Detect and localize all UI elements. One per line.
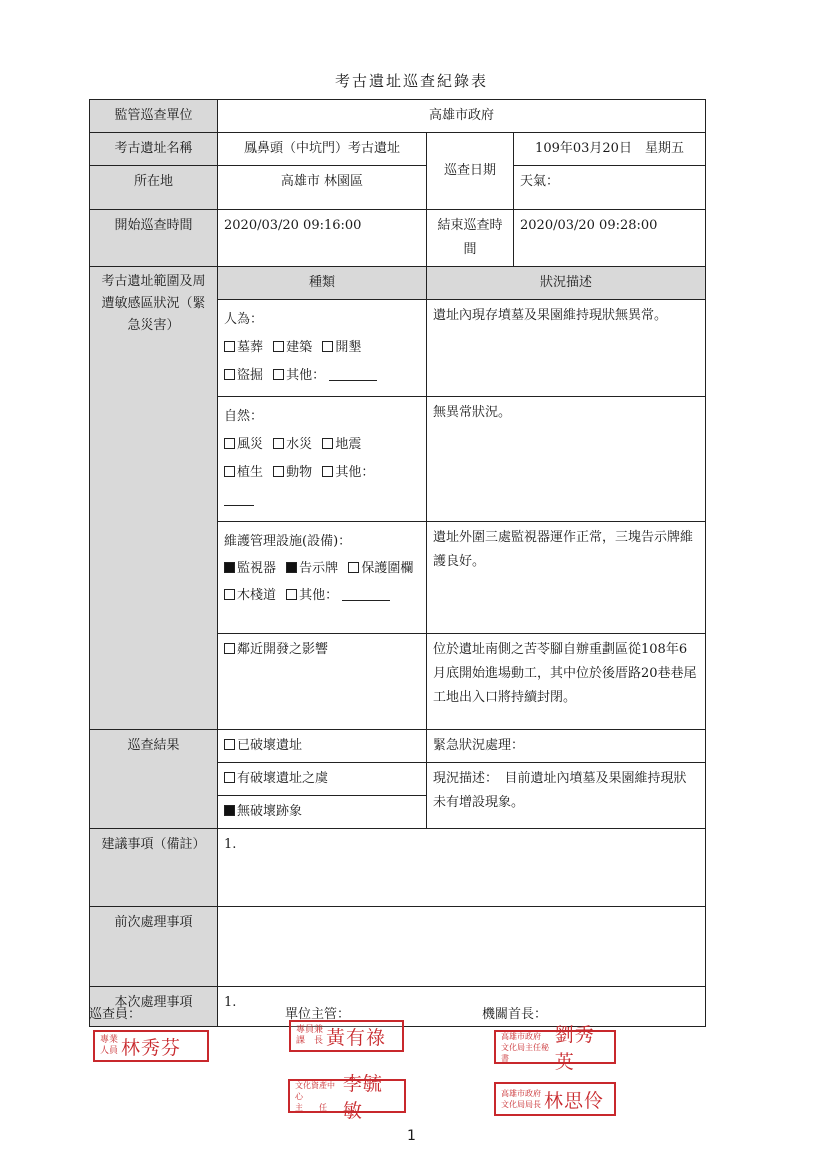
stamp-inspector-title1: 專業 [100, 1035, 119, 1045]
checkbox-none[interactable] [224, 805, 235, 816]
stamp-director-title1: 高雄市政府 [501, 1089, 541, 1098]
location-value: 高雄市 林園區 [218, 166, 427, 210]
checkbox-earthquake[interactable] [322, 438, 333, 449]
stamp-head-name: 劉秀英 [554, 1024, 595, 1073]
status-desc: 現況描述： 目前遺址內墳墓及果園維持現狀未有增設現象。 [427, 763, 706, 829]
stamp-center-director [288, 1073, 406, 1122]
opt-signboard: 告示牌 [299, 561, 339, 576]
nature-other-blank[interactable] [224, 491, 254, 506]
checkbox-building[interactable] [273, 341, 284, 352]
page-number: 1 [407, 1128, 416, 1144]
human-other-blank[interactable] [329, 366, 377, 381]
checkbox-burial[interactable] [224, 341, 235, 352]
stamp-center-name: 李毓敏 [342, 1073, 383, 1122]
opt-none: 無破壞跡象 [237, 804, 303, 819]
opt-looting: 盜掘 [237, 368, 264, 383]
col-desc-header: 狀況描述 [427, 267, 706, 300]
stamp-director-title2: 文化局局長 [501, 1100, 541, 1109]
nearby-desc: 位於遺址南側之苦苓腳自辦重劃區從108年6月底開始進場動工，其中位於後厝路20巷巷尾工地出入口將持續封閉。 [427, 634, 706, 730]
opt-building: 建築 [286, 340, 313, 355]
previous-value [218, 907, 706, 987]
date-label: 巡查日期 [427, 133, 514, 210]
human-cell [218, 300, 427, 397]
unit-label: 監管巡查單位 [90, 100, 218, 133]
inspector-label: 巡查員： [89, 1007, 142, 1022]
result-label: 巡查結果 [90, 730, 218, 829]
scope-label: 考古遺址範圍及周遭敏感區狀況（緊急災害） [90, 267, 218, 730]
start-time-label: 開始巡查時間 [90, 210, 218, 267]
checkbox-flood[interactable] [273, 438, 284, 449]
site-name-value: 鳳鼻頭（中坑門）考古遺址 [218, 133, 427, 166]
nature-desc: 無異常狀況。 [427, 397, 706, 522]
emergency-label: 緊急狀況處理： [427, 730, 706, 763]
stamp-center-title1: 文化資產中心 [295, 1080, 335, 1101]
suggest-label: 建議事項（備註） [90, 829, 218, 907]
opt-cultivation: 開墾 [335, 340, 362, 355]
checkbox-looting[interactable] [224, 369, 235, 380]
unit-value: 高雄市政府 [218, 100, 706, 133]
nearby-cell [218, 634, 427, 730]
opt-fence: 保護圍欄 [361, 561, 414, 576]
suggest-value: 1. [218, 829, 706, 907]
start-time-value: 2020/03/20 09:16:00 [218, 210, 427, 267]
checkbox-destroyed[interactable] [224, 739, 235, 750]
stamp-head-title2: 文化局主任秘書 [501, 1042, 549, 1063]
opt-flood: 水災 [286, 437, 313, 452]
opt-wind: 風災 [237, 437, 264, 452]
checkbox-fence[interactable] [348, 562, 359, 573]
checkbox-boardwalk[interactable] [224, 589, 235, 600]
weather-label: 天氣： [514, 166, 706, 210]
checkbox-nature-other[interactable] [322, 466, 333, 477]
opt-earthquake: 地震 [335, 437, 362, 452]
opt-risk: 有破壞遺址之虞 [237, 771, 329, 786]
checkbox-human-other[interactable] [273, 369, 284, 380]
head-label: 機關首長： [482, 1007, 548, 1022]
opt-burial: 墓葬 [237, 340, 264, 355]
end-time-label: 結束巡查時間 [427, 210, 514, 267]
checkbox-animal[interactable] [273, 466, 284, 477]
current-label: 本次處理事項 [90, 987, 218, 1027]
checkbox-nearby[interactable] [224, 643, 235, 654]
stamp-head [494, 1024, 616, 1073]
nearby-label: 鄰近開發之影響 [237, 642, 329, 657]
nature-heading: 自然： [224, 409, 264, 424]
checkbox-facility-other[interactable] [286, 589, 297, 600]
form-title: 考古遺址巡查紀錄表 [334, 72, 488, 90]
stamp-inspector-name: 林秀芬 [121, 1036, 182, 1059]
checkbox-cctv[interactable] [224, 562, 235, 573]
date-value: 109年03月20日 星期五 [514, 133, 706, 166]
stamp-director-general [494, 1082, 616, 1116]
inspection-form [89, 99, 706, 1027]
opt-human-other: 其他： [286, 368, 326, 383]
human-heading: 人為： [224, 312, 264, 327]
checkbox-signboard[interactable] [286, 562, 297, 573]
checkbox-risk[interactable] [224, 772, 235, 783]
location-label: 所在地 [90, 166, 218, 210]
opt-vegetation: 植生 [237, 465, 264, 480]
opt-nature-other: 其他： [335, 465, 375, 480]
result-opt-none [218, 796, 427, 829]
stamp-supervisor-title1: 專員兼 [296, 1025, 324, 1035]
current-value: 1. [218, 987, 706, 1027]
supervisor-label: 單位主管： [285, 1007, 351, 1022]
facility-desc: 遺址外圍三處監視器運作正常，三塊告示牌維護良好。 [427, 522, 706, 634]
col-type-header: 種類 [218, 267, 427, 300]
stamp-supervisor [289, 1020, 404, 1052]
nature-cell [218, 397, 427, 522]
checkbox-cultivation[interactable] [322, 341, 333, 352]
result-opt-risk [218, 763, 427, 796]
checkbox-vegetation[interactable] [224, 466, 235, 477]
result-opt-destroyed [218, 730, 427, 763]
stamp-inspector-title2: 人員 [100, 1046, 119, 1056]
stamp-center-title2: 主 任 [295, 1102, 327, 1112]
facility-other-blank[interactable] [342, 586, 390, 601]
human-desc: 遺址內現存墳墓及果園維持現狀無異常。 [427, 300, 706, 397]
stamp-director-name: 林思伶 [544, 1089, 605, 1112]
opt-cctv: 監視器 [237, 561, 277, 576]
opt-destroyed: 已破壞遺址 [237, 738, 303, 753]
facility-cell [218, 522, 427, 634]
opt-boardwalk: 木棧道 [237, 588, 277, 603]
stamp-supervisor-name: 黃有祿 [326, 1026, 387, 1049]
stamp-inspector [93, 1030, 209, 1062]
opt-animal: 動物 [286, 465, 313, 480]
stamp-head-title1: 高雄市政府 [501, 1031, 541, 1041]
opt-facility-other: 其他： [299, 588, 339, 603]
site-name-label: 考古遺址名稱 [90, 133, 218, 166]
previous-label: 前次處理事項 [90, 907, 218, 987]
facility-heading: 維護管理設施(設備)： [224, 534, 352, 549]
checkbox-wind[interactable] [224, 438, 235, 449]
stamp-supervisor-title2: 課 長 [296, 1036, 324, 1046]
end-time-value: 2020/03/20 09:28:00 [514, 210, 706, 267]
